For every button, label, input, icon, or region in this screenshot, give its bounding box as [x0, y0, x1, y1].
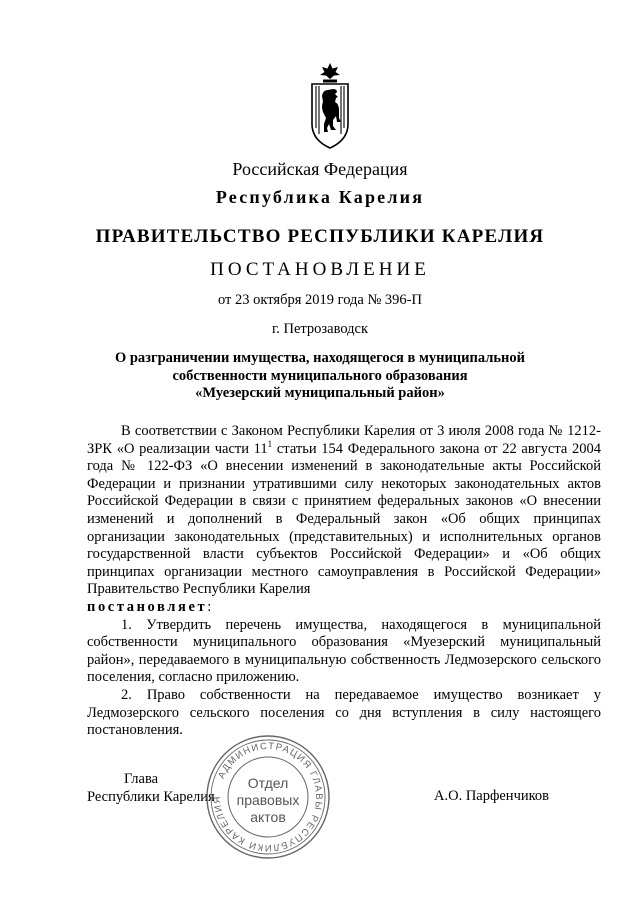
signatory-title-line: Республики Карелия: [87, 789, 215, 805]
item-paragraph: 1. Утвердить перечень имущества, находящегося в муниципальной собственности муниципального образования «Муезерский муниципальный район», передаваемого в муниципальную собственность Ледмозерского сельского поселения, согласно приложению.: [87, 616, 601, 686]
preamble-text: статьи 154 Федерального закона от 22 августа 2004 года № 122-ФЗ «О внесении изменений в законодательные акты Российской Федерации и признании утратившими силу некоторых законодательных актов Российской Федерации в связи с принятием федеральных законов «О внесении изменений и дополнений в Федеральный закон «Об общих принципах организации законодательных (представительных) и исполнительных органов государственной власти субъектов Российской Федерации» и «Об общих принципах организации местного самоуправления в Российской Федерации» Правительство Республики Карелия: [87, 440, 602, 598]
item-paragraph: 2. Право собственности на передаваемое имущество возникает у Ледмозерского сельского поселения со дня вступления в силу настоящего постановления.: [87, 686, 601, 739]
title-line: О разграничении имущества, находящегося в муниципальной: [114, 350, 526, 366]
stamp-ring-text: АДМИНИСТРАЦИЯ ГЛАВЫ РЕСПУБЛИКИ КАРЕЛИЯ: [211, 740, 325, 854]
document-type: ПОСТАНОВЛЕНИЕ: [210, 259, 430, 280]
preamble-text: В соответствии с Законом Республики Карелия от 3 июля 2008 года № 1212-ЗРК «О реализации части 11: [87, 423, 601, 457]
stamp-line: правовых: [236, 792, 300, 808]
federation-name: Российская Федерация: [232, 159, 408, 179]
government-name: ПРАВИТЕЛЬСТВО РЕСПУБЛИКИ КАРЕЛИЯ: [95, 226, 545, 247]
title-line: собственности муниципального образования: [172, 367, 468, 384]
signatory-title-line: Глава: [124, 771, 159, 787]
title-line: «Муезерский муниципальный район»: [195, 385, 445, 401]
decree-word: постановляет: [87, 598, 208, 615]
stamp-inner-text: [204, 775, 332, 826]
decree-colon: :: [207, 598, 212, 615]
stamp-line: Отдел: [247, 775, 289, 791]
document-body: [87, 423, 601, 740]
preamble-paragraph: [87, 423, 601, 599]
republic-name: Республика Карелия: [215, 187, 425, 207]
decree-line: [87, 599, 601, 617]
karelia-coat-of-arms-icon: [309, 62, 351, 150]
date-and-number: от 23 октября 2019 года № 396-П: [218, 292, 422, 308]
signatory-title: [87, 770, 215, 806]
document-title: [0, 350, 640, 403]
stamp-line: актов: [250, 809, 286, 825]
signatory-name: А.О. Парфенчиков: [434, 788, 550, 804]
superscript: 1: [267, 438, 273, 449]
city-name: г. Петрозаводск: [271, 321, 369, 337]
